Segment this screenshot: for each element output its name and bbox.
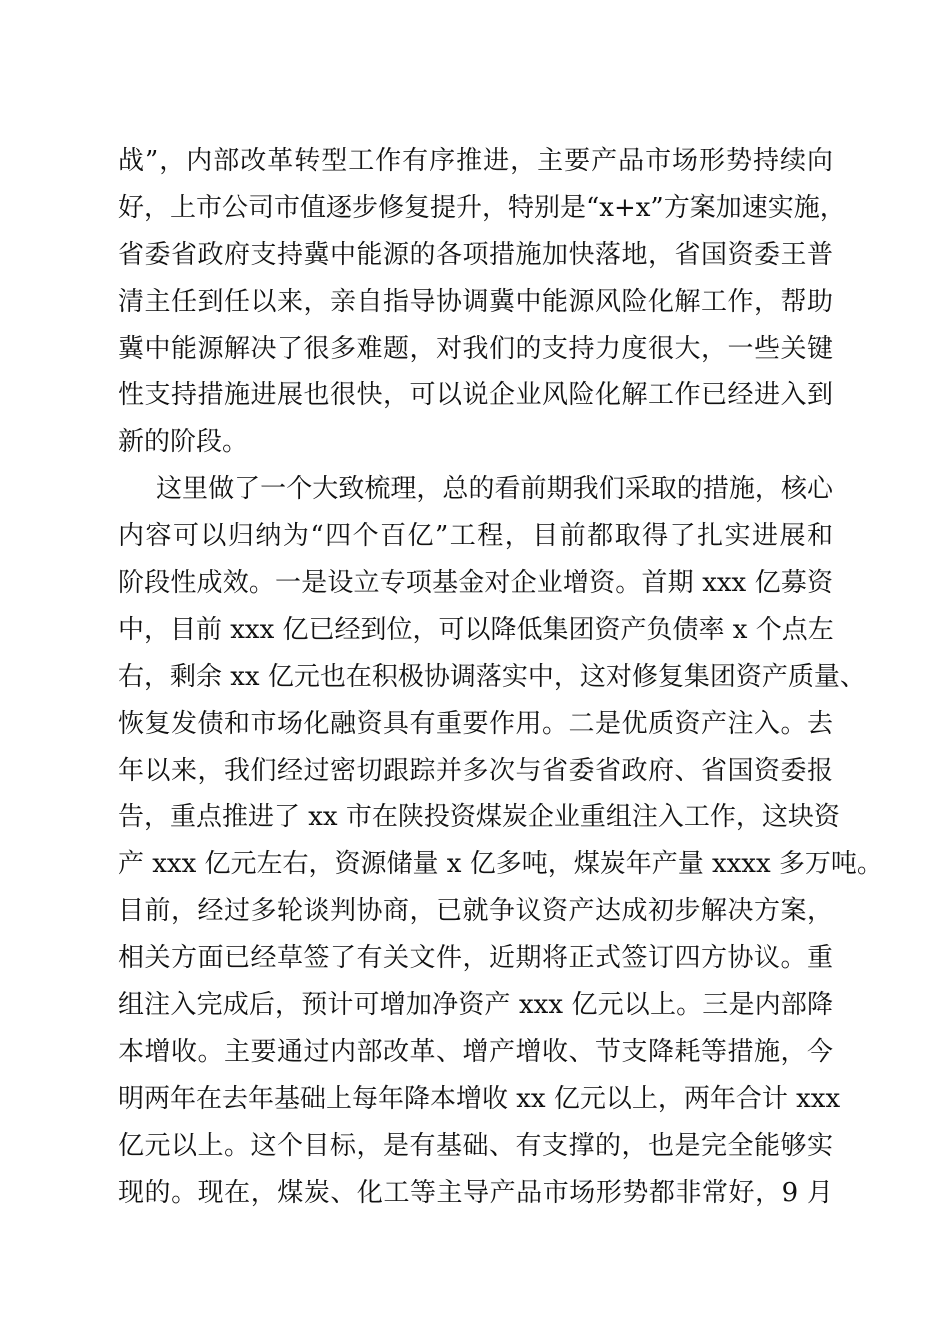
text-line: 恢复发债和市场化融资具有重要作用。二是优质资产注入。去 [118,708,833,739]
text-line: 这里做了一个大致梳理，总的看前期我们采取的措施，核心 [156,474,833,505]
text-line: 现的。现在，煤炭、化工等主导产品市场形势都非常好，9 月 [118,1177,833,1208]
paragraph-2 [118,466,883,1216]
text-line: 右，剩余 xx 亿元也在积极协调落实中，这对修复集团资产质量、 [118,661,866,692]
text-line: 相关方面已经草签了有关文件，近期将正式签订四方协议。重 [118,943,833,974]
text-line: 组注入完成后，预计可增加净资产 xxx 亿元以上。三是内部降 [118,990,833,1021]
text-line: 明两年在去年基础上每年降本增收 xx 亿元以上，两年合计 xxx [118,1083,841,1114]
text-line: 中，目前 xxx 亿已经到位，可以降低集团资产负债率 x 个点左 [118,614,834,645]
text-line: 新的阶段。 [118,427,249,458]
text-line: 产 xxx 亿元左右，资源储量 x 亿多吨，煤炭年产量 xxxx 多万吨。 [118,849,883,880]
text-line: 性支持措施进展也很快，可以说企业风险化解工作已经进入到 [118,380,833,411]
text-line: 内容可以归纳为“四个百亿”工程，目前都取得了扎实进展和 [118,521,833,552]
text-line: 本增收。主要通过内部改革、增产增收、节支降耗等措施，今 [118,1036,833,1067]
paragraph-1 [118,138,846,466]
text-line: 年以来，我们经过密切跟踪并多次与省委省政府、省国资委报 [118,755,833,786]
document-body [118,138,883,1216]
text-line: 亿元以上。这个目标，是有基础、有支撑的，也是完全能够实 [118,1130,833,1161]
text-line: 战”，内部改革转型工作有序推进，主要产品市场形势持续向 [118,146,833,176]
text-line: 清主任到任以来，亲自指导协调冀中能源风险化解工作，帮助 [118,286,833,317]
text-line: 省委省政府支持冀中能源的各项措施加快落地，省国资委王普 [118,239,833,270]
text-line: 好，上市公司市值逐步修复提升，特别是“x+x”方案加速实施， [118,192,846,223]
text-line: 告，重点推进了 xx 市在陕投资煤炭企业重组注入工作，这块资 [118,802,840,833]
text-line: 阶段性成效。一是设立专项基金对企业增资。首期 xxx 亿募资 [118,568,833,599]
text-line: 冀中能源解决了很多难题，对我们的支持力度很大，一些关键 [118,333,833,364]
text-line: 目前，经过多轮谈判协商，已就争议资产达成初步解决方案， [118,896,833,927]
